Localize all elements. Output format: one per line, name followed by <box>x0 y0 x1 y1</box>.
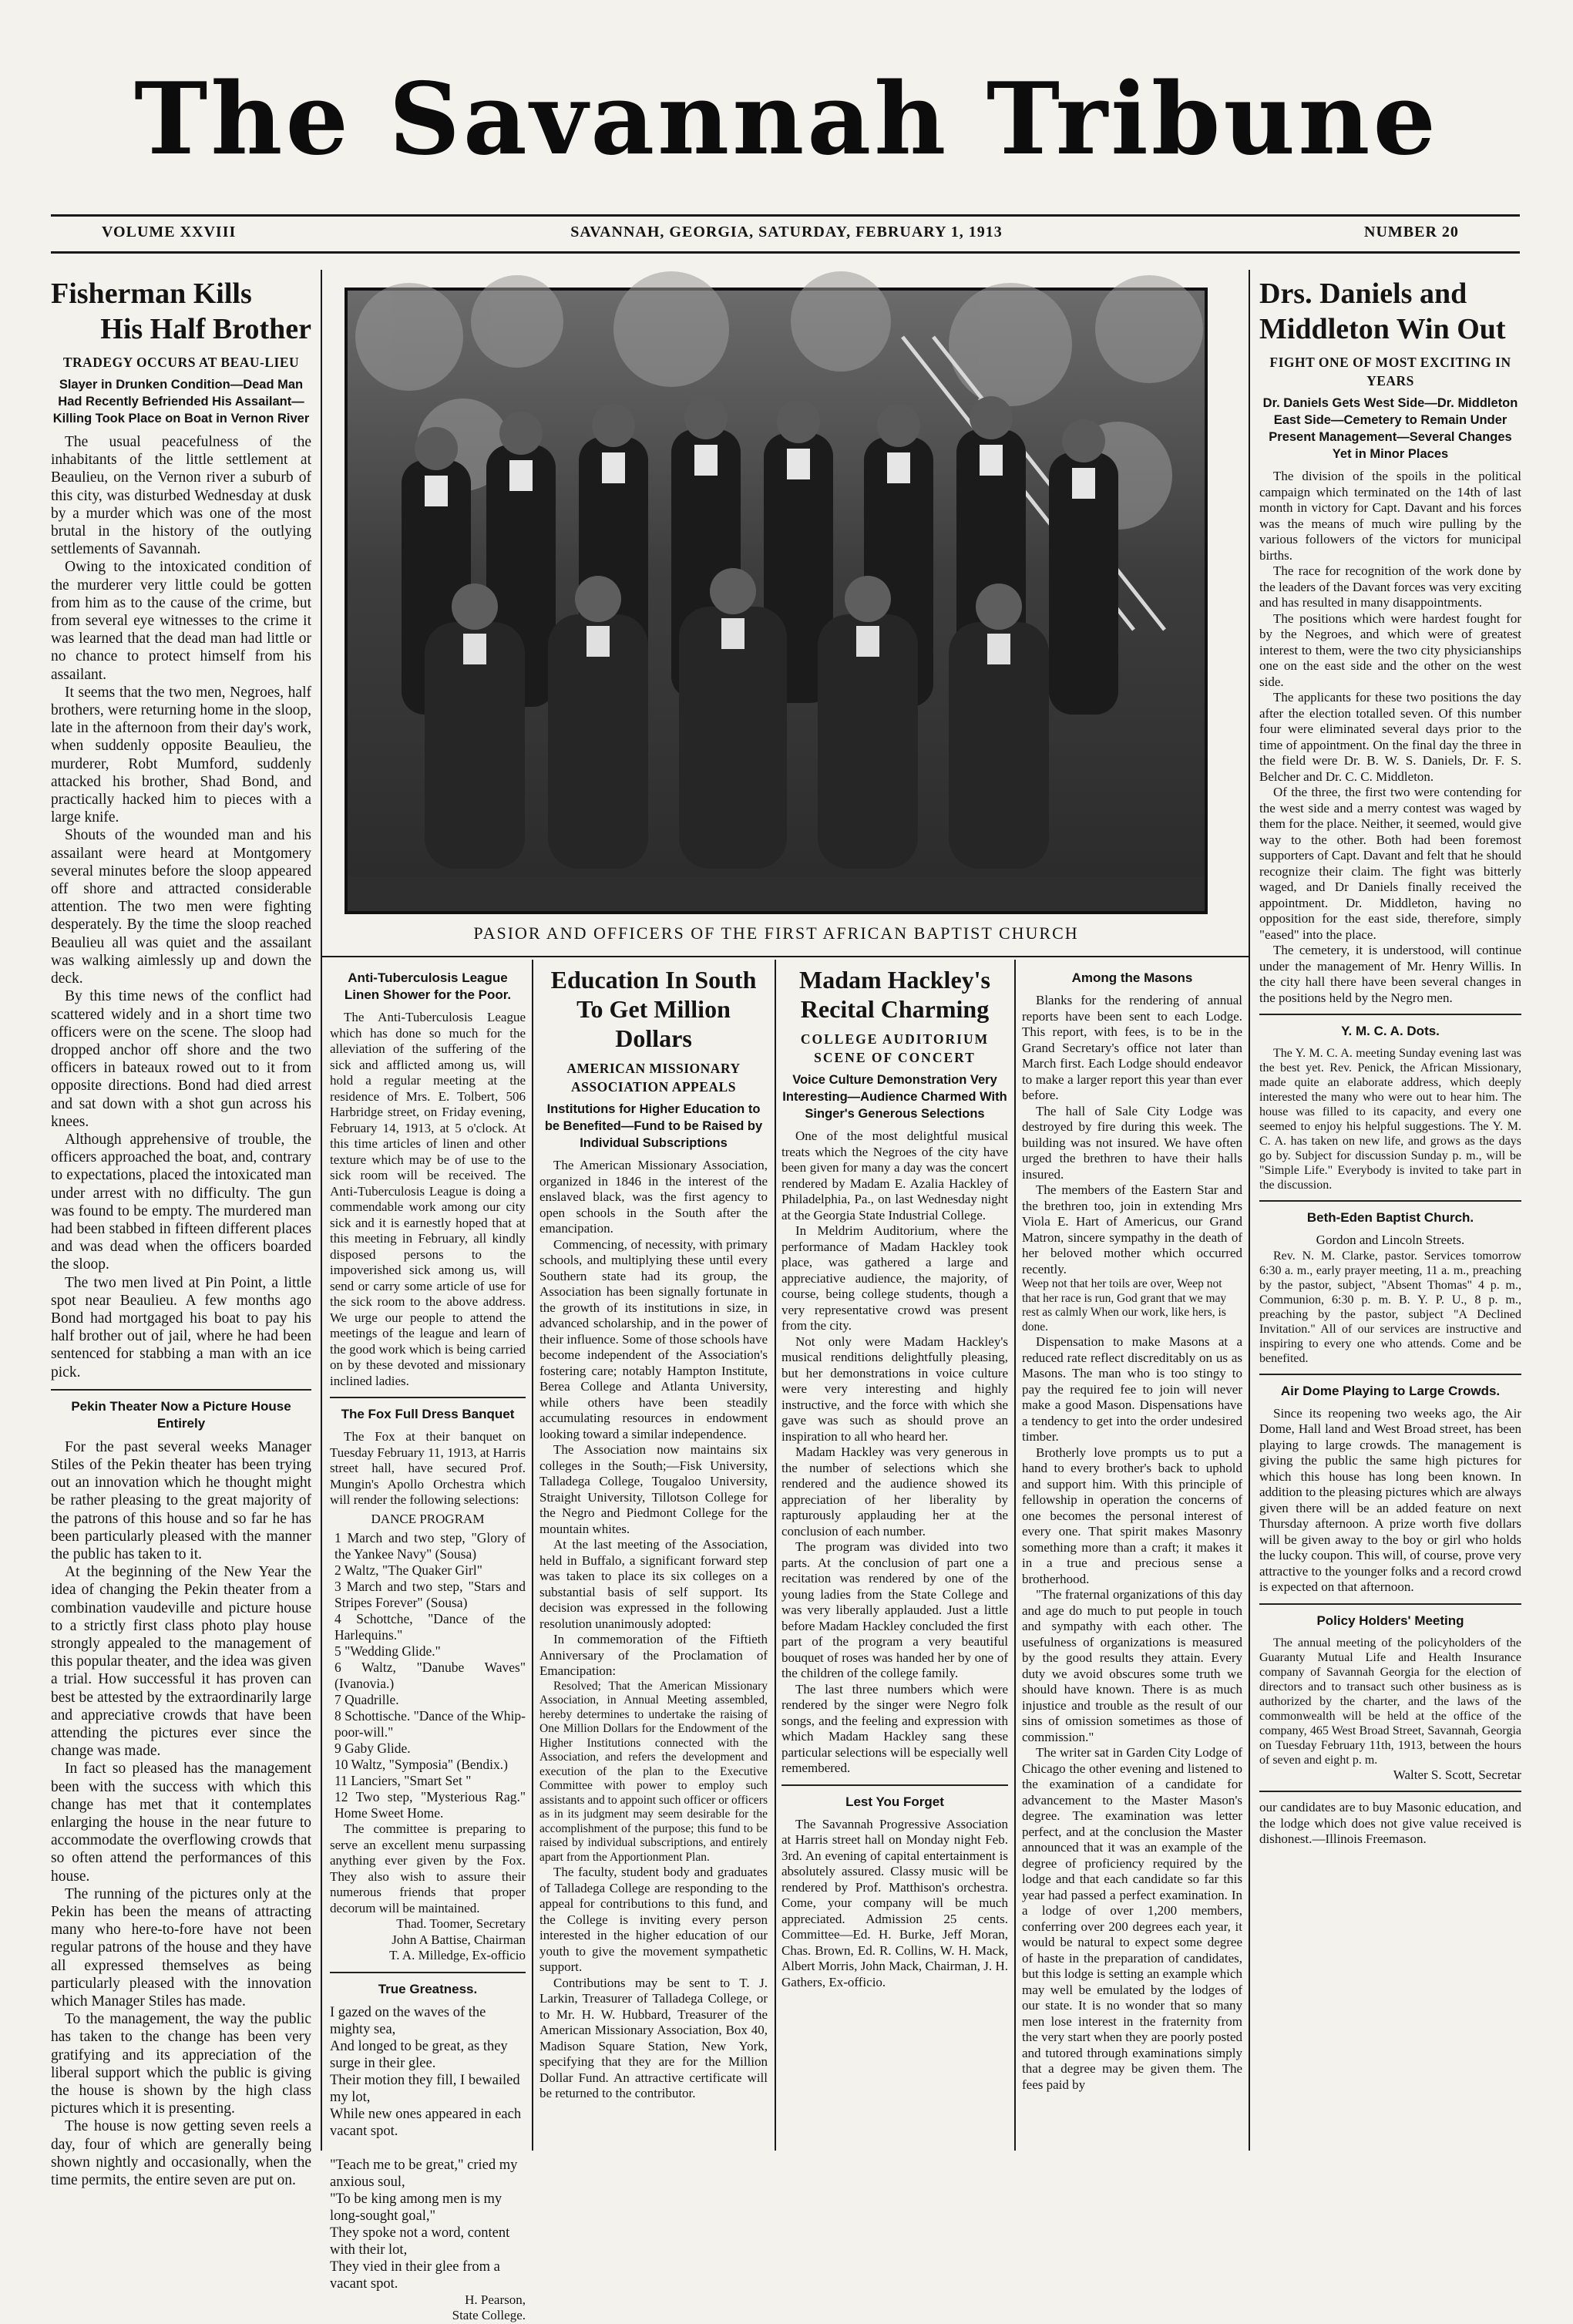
paragraph: The usual peacefulness of the inhabitants of the little settlement at Beaulieu, on the Vernon river a suburb of this city, was disturbed Wednesday at dusk by a murder which was one of the most brutal in the history of the outlying settlements of Savannah. <box>51 434 311 558</box>
masthead-rule-top <box>51 214 1520 217</box>
program-item: 10 Waltz, "Symposia" (Bendix.) <box>334 1757 508 1772</box>
paragraph: The members of the Eastern Star and the brethren too, join in extending Mrs Viola E. Hart of Americus, our Grand Matron, sincere sympathy in the death of her beloved mother which occurred recently. <box>1022 1182 1242 1276</box>
photo-caption: PASIOR AND OFFICERS OF THE FIRST AFRICAN BAPTIST CHURCH <box>473 923 1079 943</box>
divider <box>330 1397 526 1398</box>
paragraph: In Meldrim Auditorium, where the performance of Madam Hackley took place, was gathered a large and appreciative audience, the majority, of course, being college students, though a very representative crowd was present from the city. <box>781 1223 1008 1333</box>
headline-lest-you-forget: Lest You Forget <box>845 1794 944 1809</box>
column-4 <box>781 965 1008 2156</box>
paragraph: Since its reopening two weeks ago, the Air Dome, Hall land and West Broad street, has been playing to large crowds. The management is giving the public the same high pictures for which this house has long been known. In addition to the pleasing pictures which are always given there will be an added feature on next Thursday afternoon. A prize worth five dollars will be given away to the boy or girl who holds the lucky coupon. This will, of course, prove very attractive to the younger folks and a record crowd is expected on that afternoon. <box>1259 1405 1521 1594</box>
program-item: 4 Schottche, "Dance of the Harlequins." <box>334 1611 526 1643</box>
program-title: DANCE PROGRAM <box>371 1511 485 1526</box>
deck: Dr. Daniels Gets West Side—Dr. Middleton East Side—Cemetery to Remain Under Present Management—Several Changes Yet in Minor Places <box>1262 396 1518 461</box>
headline-daniels-2: Middleton Win Out <box>1259 313 1506 345</box>
column-3 <box>539 965 768 2156</box>
paragraph: To the management, the way the public has taken to the change has been very gratifying and its appreciation of the liberal support which the public is giving the house is shown by the high class pictures which it is presenting. <box>51 2011 311 2117</box>
paragraph: At the last meeting of the Association, held in Buffalo, a significant forward step was taken to place its six colleges on a substantial basis of self support. Its decision was expressed in the following resolution unanimously adopted: <box>539 1537 768 1631</box>
paragraph: The cemetery, it is understood, will continue under the management of Mr. Henry Willis. In the city hall there have been several changes in the positions held by the Negro men. <box>1259 943 1521 1005</box>
paragraph: Shouts of the wounded man and his assailant were heard at Montgomery several minutes before the sloop appeared off shore and attracted considerable attention. The two men were fighting desperately. By the time the sloop reached Beaulieu all was quiet and the assailant was walking aimlessly up and down the deck. <box>51 827 311 987</box>
paragraph: In commemoration of the Fiftieth Anniversary of the Proclamation of Emancipation: <box>539 1632 768 1678</box>
paragraph: Not only were Madam Hackley's musical renditions delightfully pleasing, but her demonstrations in voice culture were very interesting and highly instructive, and the force with which she gave was such as should prove an inspiration to all who heard her. <box>781 1334 1008 1444</box>
paragraph: The American Missionary Association, organized in 1846 in the interest of the enslaved black, was the first agency to open schools in the South after the emancipation. <box>539 1158 768 1236</box>
paragraph: Blanks for the rendering of annual reports have been sent to each Lodge. This report, with fees, is to be in the Grand Secretary's office not later than March first. Each Lodge should endeavor to make a larger report this year than ever before. <box>1022 993 1242 1102</box>
divider <box>1259 1200 1521 1202</box>
signature: Walter S. Scott, Secretar <box>1393 1767 1521 1782</box>
poem-line: I gazed on the waves of the mighty sea, <box>330 2004 486 2037</box>
paragraph: The hall of Sale City Lodge was destroyed by fire during this week. The building was not insured. We have often urged the brethren to have their halls insured. <box>1022 1103 1242 1182</box>
paragraph: Commencing, of necessity, with primary schools, and multiplying these until every Southern state had its group, the Association has been signally fortunate in the growth of its institutions in size, in advanced scholarship, and in the power of their influence. Some of those schools have become independent of the Association's fostering care; notably Hampton Institute, Berea College and Atlanta University, while others have been steadily accumulating resources in endowment looking toward a similar independence. <box>539 1236 768 1441</box>
dateline: SAVANNAH, GEORGIA, SATURDAY, FEBRUARY 1, 1913 <box>570 224 1003 240</box>
headline-hackley-2: Recital Charming <box>800 995 990 1023</box>
paragraph: One of the most delightful musical treats which the Negroes of the city have been given for many a day was the concert rendered by Madam E. Azalia Hackley of Philadelphia, Pa., on last Wednesday night at the Georgia State Industrial College. <box>781 1128 1008 1223</box>
column-5 <box>1022 965 1242 2156</box>
paragraph: At the beginning of the New Year the idea of changing the Pekin theater from a combination vaudeville and picture house to a strictly first class photo play house strongly appealed to the management of this popular theater, and the idea was given a trial. How successful it has proven can best be attested by the extraordinarily large and appreciative crowds that have been attending the pictures ever since the change was made. <box>51 1564 311 1760</box>
column-rule <box>1249 270 1250 2151</box>
paragraph: The writer sat in Garden City Lodge of Chicago the other evening and listened to the examination of a candidate for advancement to the Master Mason's degree. The examination was letter perfect, and at the conclusion the Master announced that it was an example of the degree of proficiency required by the lodge and that each candidate so far this year had passed a perfect examination. In a lodge of over 1,200 members, conferring over 200 degrees each year, it would be natural to expect some degree of haste in the preparation of candidates, but this lodge is setting an example which may well be emulated by the lodges of our state. It is no wonder that so many men lose interest in the fraternity from the very start when they are poorly posted and tutored through examinations simply that a degree may be given them. The fees paid by <box>1022 1745 1242 2092</box>
poem-line: Their motion they fill, I bewailed my lot, <box>330 2072 520 2105</box>
program-item: 8 Schottische. "Dance of the Whip-poor-will." <box>334 1708 526 1740</box>
kicker: FIGHT ONE OF MOST EXCITING IN YEARS <box>1269 355 1511 388</box>
paragraph: The faculty, student body and graduates of Talladega College are responding to the appeal for contributions to this fund, and the College is inviting every person interested in the higher education of our youth to give the movement sympathetic support. <box>539 1865 768 1974</box>
column-rule <box>532 960 533 2151</box>
paragraph: Madam Hackley was very generous in the number of selections which she rendered and the audience showed its appreciation of her liberality by rapturously applauding her at the conclusion of each number. <box>781 1445 1008 1539</box>
volume-label: VOLUME XXVIII <box>102 224 237 240</box>
paragraph: The positions which were hardest fought for by the Negroes, and which were of greatest interest to them, were the two city physicianships one on the east side and the other on the west side. <box>1259 610 1521 689</box>
divider <box>51 1389 311 1391</box>
paragraph: The Y. M. C. A. meeting Sunday evening last was the best yet. Rev. Penick, the African Missionary, made quite an elaborate address, which deeply interested the many who were out to hear him. The house was filled to its capacity, and every one seemed to enjoy his helpful suggestions. The Y. M. C. A. has taken on new life, and grows as the days go by. Subject for discussion Sunday p. m., will be "Simple Life." Everybody is invited to take part in the discussion. <box>1259 1047 1521 1192</box>
paragraph: The Fox at their banquet on Tuesday February 11, 1913, at Harris street hall, have secured Prof. Mungin's Apollo Orchestra which will render the following selections: <box>330 1429 526 1507</box>
headline-fox-banquet: The Fox Full Dress Banquet <box>341 1407 515 1421</box>
headline-fisherman-2: His Half Brother <box>100 313 311 345</box>
paragraph: For the past several weeks Manager Stiles of the Pekin theater has been trying out an innovation which he thought might be rather pleasing to the great majority of the patrons of this house and so far he has been particularly pleased with the manner the public has taken to it. <box>51 1438 311 1562</box>
kicker: COLLEGE AUDITORIUM SCENE OF CONCERT <box>800 1031 990 1065</box>
divider <box>1259 1014 1521 1015</box>
paragraph: It seems that the two men, Negroes, half brothers, were returning home in the sloop, late in the afternoon from their day's work, when suddenly opposite Beaulieu, the murderer, Robt Mumford, suddenly attacked his brother, Shad Bond, and practically hacked him to pieces with a large knife. <box>51 684 311 826</box>
poem-line: They vied in their glee from a vacant spot. <box>330 2258 500 2292</box>
deck: Institutions for Higher Education to be Benefited—Fund to be Raised by Individual Subscriptions <box>544 1102 763 1150</box>
program-item: 6 Waltz, "Danube Waves" (Ivanovia.) <box>334 1660 526 1691</box>
paragraph: The Association now maintains six colleges in the South;—Fisk University, Talladega College, Tougaloo University, Straight University, Tillotson College for the Negro and Piedmont College for the mountain whites. <box>539 1442 768 1536</box>
paragraph: The race for recognition of the work done by the leaders of the Davant forces was very exciting and has resulted in many disappointments. <box>1259 563 1521 610</box>
paragraph: The applicants for these two positions the day after the election totalled seven. Of this number four were eliminated several days prior to the time of appointment. On the final day the three in the field were Dr. B. W. S. Daniels, Dr. F. S. Belcher and Dr. C. C. Middleton. <box>1259 690 1521 784</box>
column-rule <box>1014 960 1016 2151</box>
paragraph: Resolved; That the American Missionary Association, in Annual Meeting assembled, hereby determines to undertake the raising of One Million Dollars for the Endowment of the Higher Institutions connected with the Association, and refers the development and execution of the plan to the Executive Committee with power to employ such assistants and to appoint such officer or officers as in its judgment may seem desirable for the accomplishment of the purpose; this fund to be raised by individual subscriptions, and entirely apart from the Apportionment Plan. <box>539 1679 768 1864</box>
headline-ymca: Y. M. C. A. Dots. <box>1341 1024 1440 1038</box>
column-6 <box>1259 276 1521 2157</box>
paragraph: The last three numbers which were rendered by the singer were Negro folk songs, and the feeling and expression with which Madam Hackley sang these particular selections will be especially well remembered. <box>781 1681 1008 1775</box>
masthead-title: The Savannah Tribune <box>134 62 1439 177</box>
program-item: 2 Waltz, "The Quaker Girl" <box>334 1562 482 1578</box>
paragraph: The program was divided into two parts. At the conclusion of part one a recitation was rendered by one of the young ladies from the State College and was very liberally applauded. Just a little before Madam Hackley concluded the first part of the program a very beautiful bouquet of roses was handed her by one of the children of the college family. <box>781 1539 1008 1680</box>
poem-line: "To be king among men is my long-sought goal," <box>330 2191 502 2224</box>
headline-pekin: Pekin Theater Now a Picture House Entirely <box>71 1398 291 1431</box>
divider <box>1259 1603 1521 1605</box>
column-1 <box>51 276 311 2189</box>
paragraph: The annual meeting of the policyholders of the Guaranty Mutual Life and Health Insurance company of Savannah Georgia for the election of directors and to transact such other business as is authorized by the charter, and the laws of the commonwealth will be held at the office of the company, 465 West Broad Street, Savannah, Georgia on Tuesday February 11th, 1913, between the hours of seven and eight p. m. <box>1259 1636 1521 1767</box>
headline-education-2: To Get Million Dollars <box>576 995 731 1052</box>
photo-image <box>348 291 1205 911</box>
paragraph: Owing to the intoxicated condition of the murderer very little could be gotten from him as to the cause of the crime, but from several eye witnesses to the crime it was learned that the dead man had little or no chance to protect himself from his assailant. <box>51 559 311 683</box>
program-item: 11 Lanciers, "Smart Set " <box>334 1773 472 1788</box>
divider <box>781 1784 1008 1786</box>
headline-policy-holders: Policy Holders' Meeting <box>1316 1613 1464 1628</box>
paragraph: The running of the pictures only at the Pekin has been the means of attracting many who here-to-fore have not been regular patrons of the house and they have all expressed themselves as being particularly pleased with the innovation which Manager Stiles has made. <box>51 1885 311 2010</box>
headline-education: Education In South <box>550 966 757 994</box>
deck: Slayer in Drunken Condition—Dead Man Had Recently Befriended His Assailant—Killing Took Place on Boat in Vernon River <box>52 378 310 425</box>
headline-daniels: Drs. Daniels and <box>1259 277 1467 310</box>
poem-line: And longed to be great, as they surge in their glee. <box>330 2038 508 2071</box>
photo-rule <box>322 956 1249 957</box>
paragraph: Dispensation to make Masons at a reduced rate reflect discreditably on us as Masons. The man who is too stingy to pay the required fee to join will never make a good Mason. Dispensations have a tendency to get into the order undesired timber. <box>1022 1334 1242 1444</box>
column-rule <box>775 960 776 2151</box>
headline-anti-tuberculosis: Anti-Tuberculosis League Linen Shower for the Poor. <box>344 970 512 1002</box>
headline-masons: Among the Masons <box>1071 970 1193 985</box>
paragraph: The Savannah Progressive Association at Harris street hall on Monday night Feb. 3rd. An evening of capital entertainment is absolutely assured. Classy music will be rendered by Prof. Matthison's orchestra. Come, your company will be much appreciated. Admission 25 cents. Committee—Ed. H. Burke, Jeff Moran, Chas. Brown, Ed. R. Collins, W. H. Mack, Albert Morris, John Mack, Chairman, J. H. Gathers, Ex-officio. <box>781 1816 1008 1989</box>
paragraph: Although apprehensive of trouble, the officers approached the boat, and, contrary to expectations, placed the intoxicated man under arrest with no difficulty. The gun was found to be empty. The murdered man had been stabbed in fifteen different places and was dead when the officers boarded the sloop. <box>51 1131 311 1273</box>
paragraph: The division of the spoils in the political campaign which terminated on the 14th of last month in victory for Capt. Davant and his forces was the means of much wire pulling by the various followers of the victors for municipal births. <box>1259 469 1521 563</box>
divider <box>330 1972 526 1973</box>
program-item: 3 March and two step, "Stars and Stripes Forever" (Sousa) <box>334 1579 526 1610</box>
verse: Weep not that her toils are over, Weep not that her race is run, God grant that we may rest as calmly When our work, like hers, is done. <box>1022 1277 1227 1334</box>
paragraph: The Anti-Tuberculosis League which has done so much for the alleviation of the suffering of the sick and afflicted among us, will hold a regular meeting at the residence of Mrs. E. Tolbert, 506 Harbridge street, on Friday evening, February 14, 1913, at 5 o'clock. At this time articles of linen and other texture which may be of use to the sick room will be received. The Anti-Tuberculosis League is doing a commendable work among our city sick and it is earnestly hoped that at this meeting in February, all kindly disposed persons to the impoverished sick among us, will send or carry some article of use for the sick room to the above address. We urge our people to attend the meetings of the league and learn of the good work which is being carried on by these devoted and missionary inclined ladies. <box>330 1010 526 1388</box>
program-item: 5 "Wedding Glide." <box>334 1643 441 1659</box>
paragraph: "The fraternal organizations of this day and age do much to put people in touch and sympathy with each other. The usefulness of organizations is measured by the good results they attain. Every duty we avoid obscures some truth we should have known. There is as much injustice and trouble as the result of our sins of omission sometimes as those of commission." <box>1022 1587 1242 1744</box>
paragraph: Rev. N. M. Clarke, pastor. Services tomorrow 6:30 a. m., early prayer meeting, 11 a. m., preaching by the pastor, subject, "Absent Thomas" 4 p. m., Communion, 6:30 p. m. B. Y. P. U., 8 p. m., preaching by the pastor, subject "A Declined Invitation." All of our services are instructive and inspiring to every one who attends. Come and be benefited. <box>1259 1249 1521 1365</box>
paragraph: The two men lived at Pin Point, a little spot near Beaulieu. A few months ago Bond had mortgaged his boat to pay his half brother out of jail, where he had been sentenced for stabbing a man with an ice pick. <box>51 1274 311 1381</box>
program-item: 1 March and two step, "Glory of the Yankee Navy" (Sousa) <box>334 1530 526 1562</box>
masthead-rule-bottom <box>51 251 1520 254</box>
program-item: 7 Quadrille. <box>334 1692 399 1707</box>
headline-hackley: Madam Hackley's <box>799 966 990 994</box>
kicker: AMERICAN MISSIONARY ASSOCIATION APPEALS <box>566 1061 741 1095</box>
dance-program <box>330 1530 526 1821</box>
signature: T. A. Milledge, Ex-officio <box>389 1948 526 1962</box>
column-rule <box>321 270 322 2151</box>
deck: Voice Culture Demonstration Very Interesting—Audience Charmed With Singer's Generous Selections <box>782 1073 1007 1121</box>
kicker: TRADEGY OCCURS AT BEAU-LIEU <box>62 355 300 370</box>
poem-signature: State College. <box>452 2308 526 2322</box>
paragraph: our candidates are to buy Masonic education, and the lodge which does not give value received is dishonest.—Illinois Freemason. <box>1259 1800 1521 1846</box>
headline-fisherman: Fisherman Kills <box>51 277 252 310</box>
poem <box>330 2004 526 2292</box>
paragraph: By this time news of the conflict had scattered widely and in a short time two officers were on the scene. The sloop had dropped anchor off shore and the two officers in bateaux rowed out to it from opposite directions. Bond had died arrest and sat down with a shot gun across his knees. <box>51 988 311 1130</box>
paragraph: The committee is preparing to serve an excellent menu surpassing anything ever given by the Fox. They also wish to assure their numerous friends that proper decorum will be maintained. <box>330 1821 526 1915</box>
program-item: 12 Two step, "Mysterious Rag." Home Sweet Home. <box>334 1789 526 1821</box>
headline-air-dome: Air Dome Playing to Large Crowds. <box>1280 1383 1501 1398</box>
paragraph: Contributions may be sent to T. J. Larkin, Treasurer of Talladega College, or to Mr. H. W. Hubbard, Treasurer of the American Missionary Association, Box 40, Madison Square Station, New York, specifying that they are for the Million Dollar Fund. An attractive certificate will be returned to the contributor. <box>539 1975 768 2100</box>
poem-line: "Teach me to be great," cried my anxious soul, <box>330 2157 518 2190</box>
paragraph: The house is now getting seven reels a day, four of which are generally being shown nightly and occasionally, when the time permits, the entire seven are put on. <box>51 2118 311 2189</box>
poem-line: They spoke not a word, content with their lot, <box>330 2225 510 2258</box>
church-address: Gordon and Lincoln Streets. <box>1316 1233 1465 1247</box>
signature: Thad. Toomer, Secretary <box>396 1916 526 1931</box>
paragraph: Brotherly love prompts us to put a hand to every brother's back to uphold and support him. With this principle of fellowship in operation the concerns of one becomes the personal interest of every one. That spirit makes Masonry something more than a craft; it makes it in a true and precious sense a brotherhood. <box>1022 1445 1242 1586</box>
divider <box>1259 1791 1521 1792</box>
signature: John A Battise, Chairman <box>392 1932 526 1947</box>
issue-number: NUMBER 20 <box>1364 224 1459 240</box>
poem-signature: H. Pearson, <box>465 2292 526 2307</box>
headline-true-greatness: True Greatness. <box>378 1981 478 1996</box>
paragraph: In fact so pleased has the management been with the success with which this change has met that it contemplates enlarging the house in the near future to accommodate the overflowing crowds that so often attend the performances of this house. <box>51 1761 311 1885</box>
poem-line <box>330 2140 526 2157</box>
church-officers-photo <box>345 288 1208 914</box>
program-item: 9 Gaby Glide. <box>334 1740 411 1756</box>
poem-line: While new ones appeared in each vacant spot. <box>330 2106 522 2139</box>
headline-beth-eden: Beth-Eden Baptist Church. <box>1306 1210 1474 1225</box>
column-2 <box>330 965 526 2322</box>
paragraph: Of the three, the first two were contending for the west side and a merry contest was waged by them for the place. Neither, it seemed, would give way to the other. Both had been foremost supporters of Capt. Davant and felt that he should recognize their claim. The fight was bitterly waged, and Dr Daniels finally received the appointment. Dr. Middleton, having no opposition for the east side, therefore, simply "eased" into the place. <box>1259 785 1521 942</box>
divider <box>1259 1374 1521 1375</box>
